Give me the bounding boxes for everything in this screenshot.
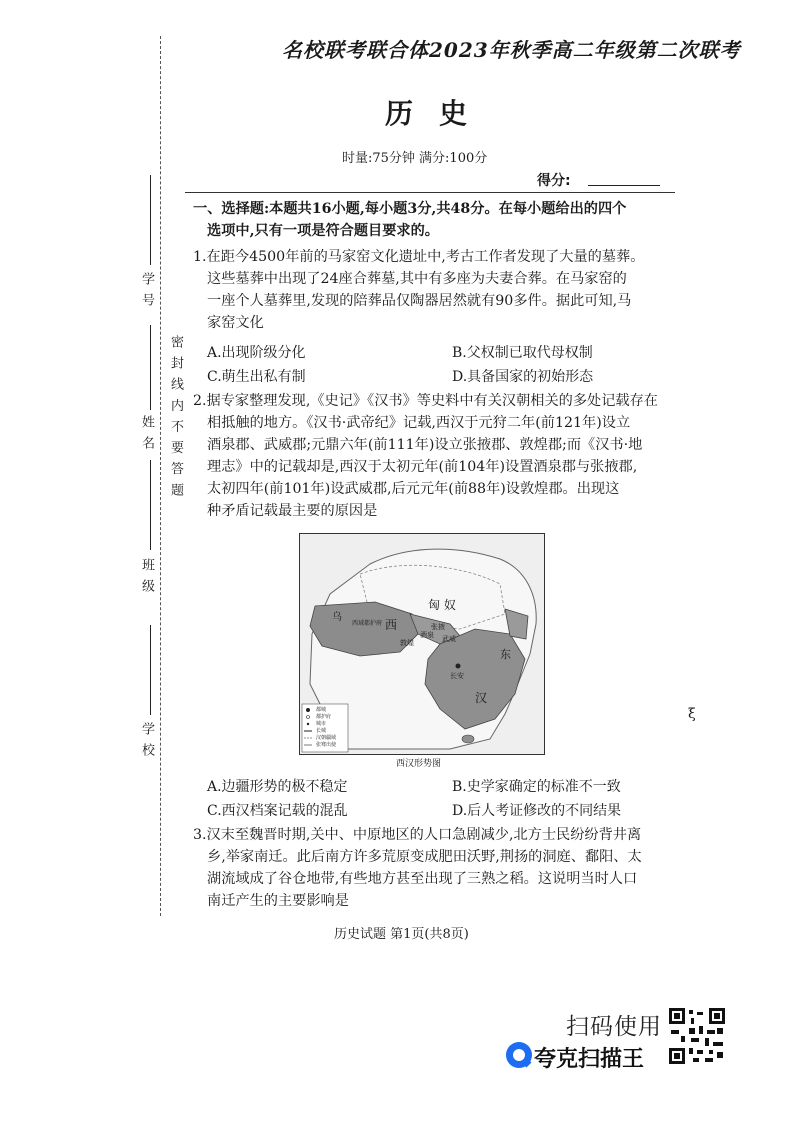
exam-meta: 时量:75分钟 满分:100分 <box>342 151 488 166</box>
legend-capital: 都城 <box>316 707 327 713</box>
map-label-xiongnu: 匈 奴 <box>428 598 456 612</box>
map-legend <box>316 707 336 749</box>
map-label-changan: 长安 <box>450 672 464 680</box>
map-label-wuwei: 武威 <box>442 635 456 643</box>
seal-notice: 密 封 线 内 不 要 答 题 <box>168 335 183 498</box>
map-label-dong: 东 <box>500 648 511 661</box>
section-heading <box>193 198 677 242</box>
legend-border: 汉朝疆域 <box>316 735 337 741</box>
scan-prompt: 扫码使用 <box>566 1014 662 1040</box>
seal-dashed-line <box>160 36 161 916</box>
q1-line: 1.在距今4500年前的马家窑文化遗址中,考古工作者发现了大量的墓葬。 <box>193 249 645 265</box>
q2-line: 相抵触的地方。《汉书·武帝纪》记载,西汉于元狩二年(前121年)设立 <box>207 415 631 431</box>
student-id-blank[interactable] <box>150 175 151 265</box>
q2-option-a[interactable]: A.边疆形势的极不稳定 <box>207 779 348 795</box>
class-label: 班 级 <box>139 558 154 595</box>
subject-title: 历史 <box>385 97 494 130</box>
map-label-xiyu: 西域都护府 <box>352 620 383 627</box>
q1-option-d[interactable]: D.具备国家的初始形态 <box>452 369 594 385</box>
q2-line: 2.据专家整理发现,《史记》《汉书》等史料中有关汉朝相关的多处记载存在 <box>193 393 658 409</box>
q2-line: 酒泉郡、武威郡;元鼎六年(前111年)设立张掖郡、敦煌郡;而《汉书·地 <box>207 437 643 453</box>
name-label: 姓 名 <box>139 415 154 452</box>
q3-line: 乡,举家南迁。此后南方许多荒原变成肥田沃野,荆扬的洞庭、鄱阳、太 <box>207 849 642 865</box>
q2-option-d[interactable]: D.后人考证修改的不同结果 <box>452 803 622 819</box>
quark-logo-icon <box>506 1042 532 1068</box>
student-id-label: 学 号 <box>139 272 154 309</box>
section-line-2: 选项中,只有一项是符合题目要求的。 <box>207 223 439 239</box>
scanner-app-name: 夸克扫描王 <box>534 1047 645 1072</box>
western-han-map <box>299 533 545 755</box>
header-divider <box>185 192 675 193</box>
map-caption: 西汉形势图 <box>396 759 442 769</box>
q2-line: 太初四年(前101年)设武威郡,后元元年(前88年)设敦煌郡。出现这 <box>207 481 620 497</box>
q2-line: 种矛盾记载最主要的原因是 <box>207 503 378 519</box>
section-line-1: 一、选择题:本题共16小题,每小题3分,共48分。在每小题给出的四个 <box>193 201 627 217</box>
q1-line: 一座个人墓葬里,发现的陪葬品仅陶器居然就有90多件。据此可知,马 <box>207 293 632 309</box>
question-1-stem <box>193 246 677 334</box>
q1-line: 这些墓葬中出现了24座合葬墓,其中有多座为夫妻合葬。在马家窑的 <box>207 271 627 287</box>
map-label-jiuquan: 酒泉 <box>420 631 434 639</box>
class-blank[interactable] <box>150 460 151 550</box>
legend-city: 城市 <box>316 721 327 727</box>
q2-option-b[interactable]: B.史学家确定的标准不一致 <box>452 779 621 795</box>
map-illustration <box>300 534 544 754</box>
school-label: 学 校 <box>139 722 154 759</box>
q2-line: 理志》中的记载却是,西汉于太初元年(前104年)设置酒泉郡与张掖郡, <box>207 459 638 475</box>
qr-code-icon[interactable] <box>667 1006 727 1066</box>
question-2-stem <box>193 390 677 522</box>
q3-line: 南迁产生的主要影响是 <box>207 893 349 909</box>
exam-title: 名校联考联合体2023年秋季高二年级第二次联考 <box>282 38 741 62</box>
q1-option-b[interactable]: B.父权制已取代母权制 <box>452 345 593 361</box>
q1-option-c[interactable]: C.萌生出私有制 <box>207 369 306 385</box>
legend-wall: 长城 <box>316 728 327 734</box>
q1-line: 家窑文化 <box>207 315 264 331</box>
q3-line: 湖流域成了谷仓地带,有些地方甚至出现了三熟之稻。这说明当时人口 <box>207 871 638 887</box>
legend-fu: 都护府 <box>316 714 332 720</box>
map-label-zhangye: 张掖 <box>431 623 445 631</box>
q2-option-c[interactable]: C.西汉档案记载的混乱 <box>207 803 348 819</box>
legend-route: 张骞出使 <box>316 742 337 748</box>
name-blank[interactable] <box>150 325 151 410</box>
school-blank[interactable] <box>150 625 151 715</box>
map-label-xi: 西 <box>385 618 398 632</box>
q1-option-a[interactable]: A.出现阶级分化 <box>207 345 306 361</box>
question-3-stem <box>193 824 677 912</box>
map-label-han: 汉 <box>475 691 488 705</box>
score-blank[interactable] <box>588 185 660 186</box>
map-label-wusun: 乌 <box>332 612 342 623</box>
stray-mark: ξ <box>688 706 696 722</box>
score-label: 得分: <box>537 173 571 189</box>
page-footer: 历史试题 第1页(共8页) <box>334 927 469 942</box>
map-label-dunhuang: 敦煌 <box>400 639 414 647</box>
q3-line: 3.汉末至魏晋时期,关中、中原地区的人口急剧减少,北方士民纷纷背井离 <box>193 827 642 843</box>
